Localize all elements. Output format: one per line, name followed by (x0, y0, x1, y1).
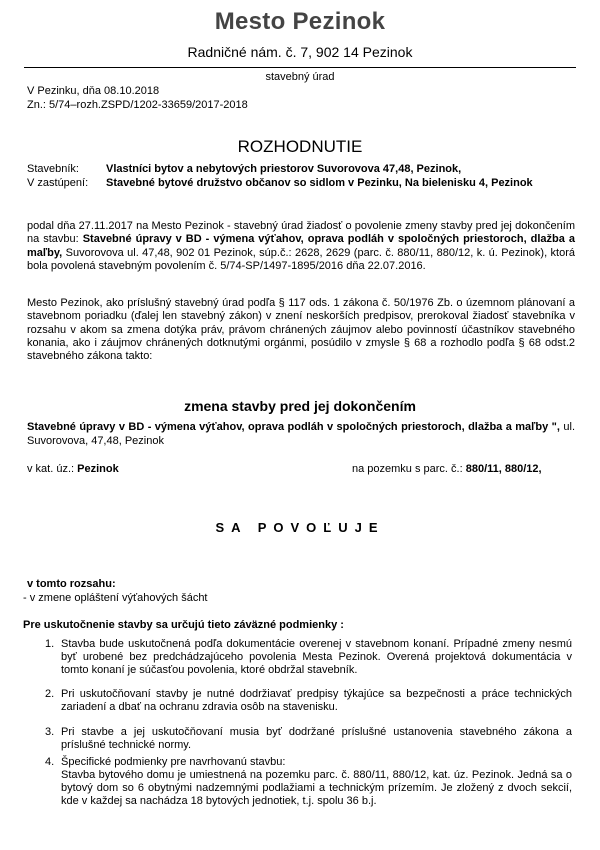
representative-label: V zastúpení: (27, 177, 89, 189)
conditions-list: 1. Stavba bude uskutočnená podľa dokumentácie overenej v stavebnom konaní. Prípadné zmeny nesmú byť urobené bez predchádzajúceho povolenia Mesta Pezinok. Overená projektová dokumentácia v tomto konaní je súčasťou povolenia, ktoré obdržal stavebník. 2. Pri uskutočňovaní stavby je nutné dodržiavať predpisy týkajúce sa bezpečnosti a práce technických zariadení a dbať na ochranu zdravia osôb na stavenisku. 3. Pri stavbe a jej uskutočňovaní musia byť dodržané príslušné ustanovenia stavebného zákona a príslušné technické normy. 4. Špecifické podmienky pre navrhovanú stavbu: Stavba bytového domu je umiestnená na pozemku parc. č. 880/11, 880/12, kat. úz. Pezinok. Jedná sa o bytový dom so 6 obytnými nadzemnými podlažiami a technickým prízemím. Je zložený z dvoch sekcií, kde v každej sa nachádza 18 bytových jednotiek, t.j. spolu 36 b.j. (45, 638, 572, 807)
builder-value: Vlastníci bytov a nebytových priestorov Suvorovova 47,48, Pezinok, (106, 163, 462, 175)
permit-statement: SA POVOĽUJE (215, 520, 385, 535)
builder-label: Stavebník: (27, 163, 79, 175)
parcel-numbers: na pozemku s parc. č.: 880/11, 880/12, (352, 463, 542, 475)
decision-title: ROZHODNUTIE (237, 137, 363, 156)
change-description: Stavebné úpravy v BD - výmena výťahov, oprava podláh v spoločných priestoroch, dlažba a maľby ", ul. Suvorovova, 47,48, Pezinok (27, 421, 575, 447)
representative-value: Stavebné bytové družstvo občanov so sidlom v Pezinku, Na bielenisku 4, Pezinok (106, 177, 533, 189)
decision-basis-paragraph: Mesto Pezinok, ako príslušný stavebný úrad podľa § 117 ods. 1 zákona č. 50/1976 Zb. o územnom plánovaní a stavebnom poriadku (ďalej len stavebný zákon) v znení neskorších predpisov, prerokoval žiadosť stavebníka v rozsahu v akom sa zmena dotýka práv, právom chránených záujmov alebo povinností účastníkov stavebného konania, ako i záujmov chránených dotknutými orgánmi, posúdilo v zmysle § 68 a rozhodlo podľa § 68 odst.2 stavebného zákona takto: (27, 297, 575, 363)
cadastral-area: v kat. úz.: Pezinok (27, 463, 119, 475)
scope-item: - v zmene opláštení výťahových šácht (23, 592, 208, 604)
application-paragraph: podal dňa 27.11.2017 na Mesto Pezinok - stavebný úrad žiadosť o povolenie zmeny stavby pred jej dokončením na stavbu: Stavebné úpravy v BD - výmena výťahov, oprava podláh v spoločných priestoroch, dlažba a maľby, Suvorovova ul. 47,48, 902 01 Pezinok, súp.č.: 2628, 2629 (parc. č. 880/11, 880/12, k. ú. Pezinok), ktorá bola povolená stavebným povolením č. 5/74-SP/1497-1895/2016 dňa 22.07.2016. (27, 220, 575, 272)
change-heading: zmena stavby pred jej dokončením (184, 398, 416, 414)
reference-number: Zn.: 5/74–rozh.ZSPD/1202-33659/2017-2018 (27, 99, 248, 111)
office-name: stavebný úrad (265, 71, 335, 83)
scope-title: v tomto rozsahu: (27, 578, 116, 590)
header-divider (24, 67, 576, 68)
address: Radničné nám. č. 7, 902 14 Pezinok (187, 44, 413, 60)
place-date: V Pezinku, dňa 08.10.2018 (27, 85, 160, 97)
document-title: Mesto Pezinok (214, 8, 386, 35)
conditions-title: Pre uskutočnenie stavby sa určujú tieto záväzné podmienky : (23, 619, 344, 631)
